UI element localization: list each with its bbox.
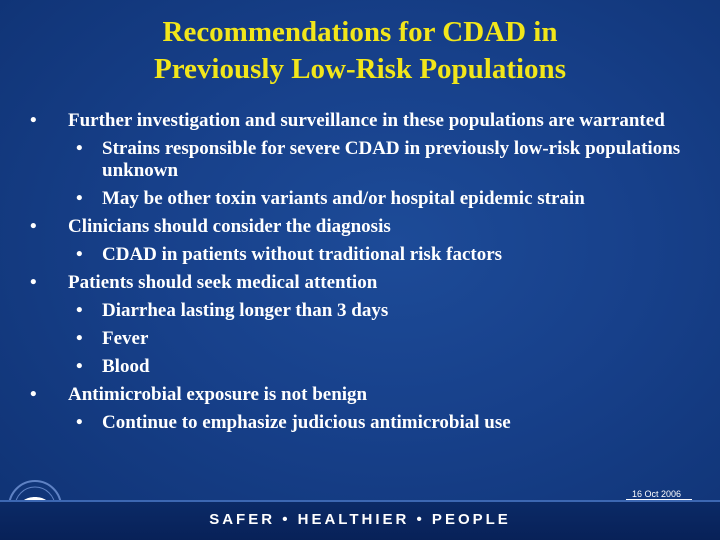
sub-bullet-item [30,138,685,182]
bullet-text: Blood [102,356,150,377]
title-line-2: Previously Low-Risk Populations [154,53,566,85]
bullet-glyph: • [30,110,37,131]
bullet-list [30,110,685,440]
bullet-glyph: • [76,356,83,377]
sub-bullet-item [30,300,685,322]
bullet-text: Clinicians should consider the diagnosis [68,216,391,237]
date-label: 16 Oct 2006 [632,489,682,499]
sub-bullet-item [30,188,685,210]
title-line-1: Recommendations for CDAD in [162,16,558,48]
sub-bullet-item [30,356,685,378]
bullet-glyph: • [76,328,83,349]
bullet-glyph: • [30,272,37,293]
bullet-glyph: • [30,384,37,405]
bullet-text: Patients should seek medical attention [68,272,378,293]
bullet-glyph: • [76,244,83,265]
bullet-glyph: • [30,216,37,237]
bullet-text: Fever [102,328,149,349]
bullet-text: Further investigation and surveillance in these populations are warranted [68,110,665,131]
bullet-item [30,384,685,406]
bullet-glyph: • [76,300,83,321]
bullet-text: Continue to emphasize judicious antimicrobial use [102,412,511,433]
bullet-text: Antimicrobial exposure is not benign [68,384,368,405]
bullet-item [30,272,685,294]
bullet-text: Strains responsible for severe CDAD in previously low-risk populations unknown [102,138,681,181]
bullet-text: May be other toxin variants and/or hospital epidemic strain [102,188,585,209]
sub-bullet-item [30,412,685,434]
sub-bullet-item [30,328,685,350]
footer-bar [0,500,720,540]
bullet-glyph: • [76,188,83,209]
sub-bullet-item [30,244,685,266]
footer-tagline: SAFER • HEALTHIER • PEOPLE [209,511,511,528]
slide-title [0,14,720,88]
bullet-text: CDAD in patients without traditional risk factors [102,244,503,265]
bullet-item [30,110,685,132]
bullet-text: Diarrhea lasting longer than 3 days [102,300,389,321]
bullet-glyph: • [76,412,83,433]
bullet-glyph: • [76,138,83,159]
bullet-item [30,216,685,238]
